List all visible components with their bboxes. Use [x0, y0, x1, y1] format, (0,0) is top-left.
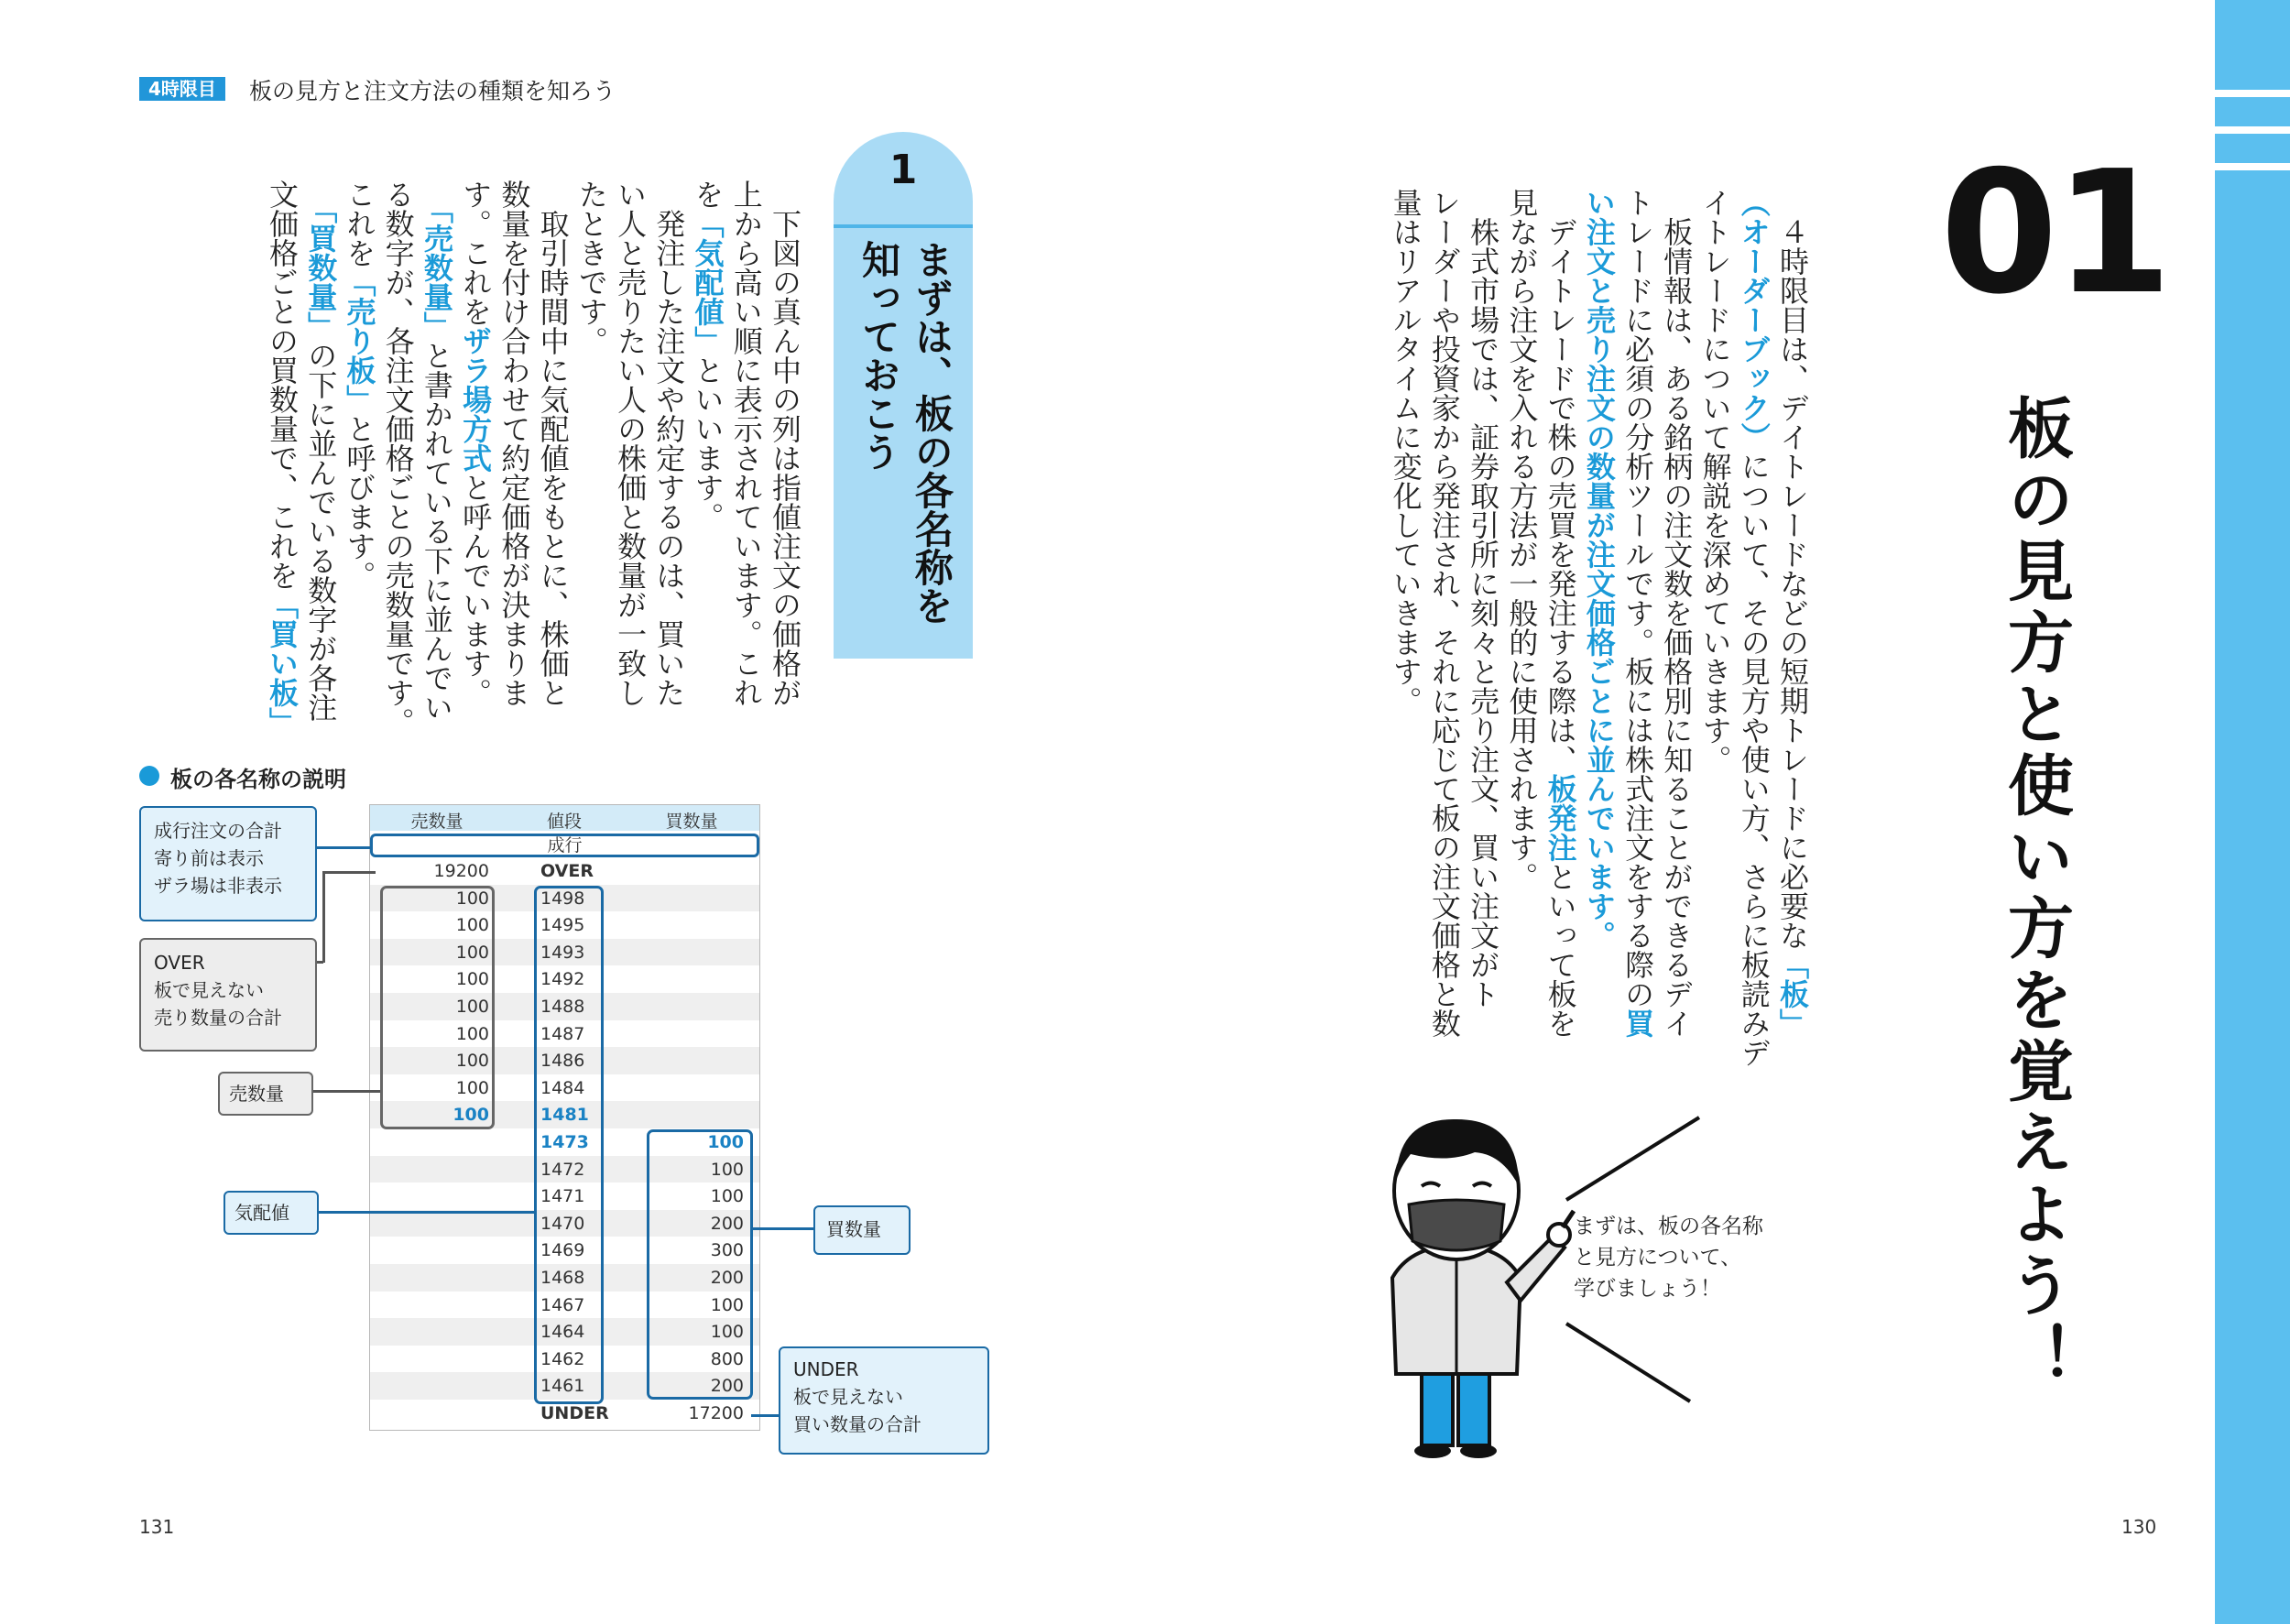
price-cell: 1492 — [540, 969, 585, 990]
buy-volume-cell: 100 — [707, 1132, 744, 1152]
price-cell: 1488 — [540, 997, 585, 1017]
section-rule — [834, 224, 973, 228]
section-number: 1 — [889, 147, 918, 193]
price-cell: 1493 — [540, 942, 585, 963]
price-cell: 1467 — [540, 1294, 585, 1315]
intro-line: トレードに必須の分析ツールです。板には株式注文をする際の買 — [1620, 188, 1656, 1038]
intro-line: 板情報は、ある銘柄の注文数を価格別に知ることができるデイ — [1659, 188, 1695, 1038]
sell-volume-cell: 100 — [453, 1105, 489, 1126]
body-line: 「買数量」の下に並んでいる数字が各注 — [303, 209, 339, 722]
label-over — [139, 938, 317, 1052]
speech-line: 学びましょう！ — [1574, 1277, 1721, 1301]
header-buy: 買数量 — [665, 812, 718, 832]
intro-line: （オーダーブック）について、その見方や使い方、さらに板読みデ — [1736, 188, 1772, 1067]
header-price: 値段 — [546, 812, 582, 832]
chapter-number: 01 — [1940, 134, 2169, 332]
intro-line: 量はリアルタイムに変化していきます。 — [1388, 188, 1423, 715]
buy-volume-cell: 100 — [710, 1294, 744, 1315]
body-line: い人と売りたい人の株価と数量が一致し — [613, 180, 649, 707]
price-cell: OVER — [540, 861, 594, 881]
label-line: 板で見えない — [154, 979, 264, 1001]
price-cell: 1470 — [540, 1213, 585, 1234]
label-line: OVER — [154, 952, 205, 974]
price-cell: 1472 — [540, 1159, 585, 1180]
sell-volume-cell: 100 — [455, 997, 489, 1017]
body-line: る数字が、各注文価格ごとの売数量です。 — [380, 180, 416, 736]
body-line: 上から高い順に表示されています。これ — [728, 180, 764, 707]
edge-band-stripe — [2215, 90, 2290, 97]
sell-volume-highlight — [380, 886, 495, 1129]
chapter-title: 板の見方と使い方を覚えよう！ — [1997, 394, 2074, 1394]
quote-highlight — [534, 886, 604, 1404]
label-line: 板で見えない — [793, 1386, 903, 1408]
edge-band — [2215, 0, 2290, 1624]
label-line: UNDER — [793, 1358, 859, 1380]
buy-volume-cell: 100 — [710, 1322, 744, 1343]
diagram-title: 板の各名称の説明 — [170, 767, 346, 792]
body-line: たときです。 — [573, 180, 609, 355]
label-nariyuki-total — [139, 806, 317, 921]
body-line: 下図の真ん中の列は指値注文の価格が — [768, 180, 802, 707]
price-cell: 1471 — [540, 1186, 585, 1207]
body-line: す。これをザラ場方式と呼んでいます。 — [458, 180, 494, 707]
section-body-text — [263, 180, 804, 736]
body-line: 文価格ごとの買数量で、これを「買い板」 — [264, 180, 300, 736]
connector — [322, 871, 325, 963]
label-line: 買い数量の合計 — [793, 1413, 921, 1435]
body-line: これを「売り板」と呼びます。 — [342, 180, 377, 590]
buy-volume-cell: 800 — [710, 1348, 744, 1369]
price-cell: 1486 — [540, 1051, 585, 1072]
body-line: 数量を付け合わせて約定価格が決まりま — [496, 180, 532, 707]
diagram-bullet — [139, 766, 159, 786]
body-line: 発注した注文や約定するのは、買いた — [651, 180, 687, 707]
connector — [322, 871, 376, 874]
price-cell: 1484 — [540, 1077, 585, 1098]
label-kehai — [224, 1191, 319, 1235]
body-line: 「売数量」と書かれている下に並んでい — [419, 209, 454, 722]
price-cell: 1468 — [540, 1268, 585, 1288]
section-title-line: まずは、板の各名称を — [909, 240, 954, 625]
speech-line: と見方について、 — [1574, 1246, 1742, 1270]
edge-band-stripe — [2215, 163, 2290, 170]
intro-line: 株式市場では、証券取引所に刻々と売り注文、買い注文がト — [1466, 188, 1501, 1008]
section-title — [852, 240, 958, 625]
label-line: 成行注文の合計 — [154, 820, 282, 842]
price-cell: UNDER — [540, 1403, 609, 1423]
body-line: 取引時間中に気配値をもとに、株価と — [535, 180, 571, 707]
lesson-tag: 4時限目 — [139, 77, 225, 101]
price-cell: 1461 — [540, 1376, 585, 1397]
connector — [753, 1227, 813, 1230]
section-title-line: 知っておこう — [856, 240, 901, 471]
intro-line: 見ながら注文を入れる方法が一般的に使用されます。 — [1504, 188, 1540, 891]
label-line: 気配値 — [234, 1202, 289, 1224]
connector — [317, 846, 370, 849]
sell-volume-cell: 100 — [455, 915, 489, 936]
label-line: 売数量 — [229, 1083, 284, 1105]
page-number-right: 130 — [2121, 1516, 2157, 1538]
connector — [317, 1211, 534, 1214]
label-under — [779, 1346, 989, 1455]
sell-volume-cell: 100 — [455, 1077, 489, 1098]
price-cell: 1462 — [540, 1348, 585, 1369]
label-sell-volume — [218, 1072, 313, 1116]
buy-volume-cell: 200 — [710, 1376, 744, 1397]
price-cell: 1487 — [540, 1023, 585, 1044]
edge-band-stripe — [2215, 126, 2290, 134]
label-line: 買数量 — [826, 1218, 881, 1240]
buy-volume-highlight — [647, 1129, 753, 1400]
sell-volume-cell: 100 — [455, 942, 489, 963]
label-line: ザラ場は非表示 — [154, 875, 282, 897]
sell-volume-cell: 100 — [455, 888, 489, 909]
page-number-left: 131 — [139, 1516, 175, 1538]
intro-line: イトレードについて解説を深めていきます。 — [1697, 188, 1733, 774]
sell-volume-cell: 100 — [455, 1051, 489, 1072]
label-buy-volume — [813, 1205, 911, 1255]
speech-text — [1574, 1211, 1763, 1304]
buy-volume-cell: 300 — [710, 1240, 744, 1261]
body-line: を「気配値」といいます。 — [690, 180, 725, 531]
buy-volume-cell: 100 — [710, 1159, 744, 1180]
intro-line: ４時限目は、デイトレードなどの短期トレードに必要な「板」 — [1775, 188, 1810, 1038]
price-cell: 1473 — [540, 1132, 589, 1152]
speech-line: まずは、板の各名称 — [1574, 1215, 1763, 1238]
price-cell: 1498 — [540, 888, 585, 909]
connector — [313, 1090, 380, 1093]
price-cell: 1469 — [540, 1240, 585, 1261]
price-cell: 1495 — [540, 915, 585, 936]
connector — [751, 1414, 779, 1417]
sell-volume-cell: 100 — [455, 1023, 489, 1044]
speech-line-top — [1566, 1117, 1699, 1200]
buy-volume-cell: 200 — [710, 1268, 744, 1288]
buy-volume-cell: 200 — [710, 1213, 744, 1234]
price-cell: 1481 — [540, 1105, 589, 1126]
nariyuki-row: 成行 — [370, 834, 759, 857]
label-line: 売り数量の合計 — [154, 1007, 282, 1029]
intro-text — [1386, 188, 1812, 1104]
intro-line: デイトレードで株の売買を発注する際は、板発注といって板を — [1543, 188, 1578, 1038]
buy-volume-cell: 100 — [710, 1186, 744, 1207]
sell-volume-cell: 100 — [455, 969, 489, 990]
intro-line: い注文と売り注文の数量が注文価格ごとに並んでいます。 — [1581, 188, 1617, 950]
intro-line: レーダーや投資家から発注され、それに応じて板の注文価格と数 — [1426, 188, 1462, 1038]
running-header-title: 板の見方と注文方法の種類を知ろう — [249, 78, 616, 104]
label-line: 寄り前は表示 — [154, 847, 264, 869]
buy-volume-cell: 17200 — [688, 1403, 744, 1423]
price-cell: 1464 — [540, 1322, 585, 1343]
speech-line-bottom — [1566, 1324, 1690, 1401]
sell-volume-cell: 19200 — [433, 861, 489, 881]
header-sell: 売数量 — [410, 812, 463, 832]
